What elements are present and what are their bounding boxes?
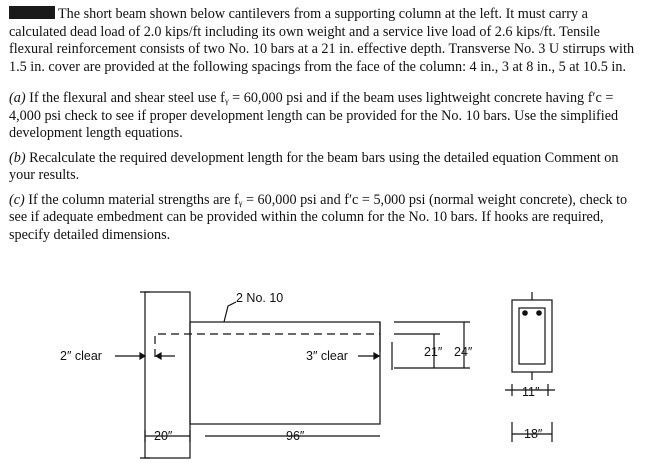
part-a-label: (a) <box>9 90 26 106</box>
part-a <box>9 90 637 143</box>
clear-right-arrow <box>374 353 379 359</box>
clear-left-arrows <box>140 353 161 359</box>
section-width-label: 18″ <box>524 427 543 441</box>
bar-label: 2 No. 10 <box>236 291 284 305</box>
problem-text <box>9 6 637 244</box>
stirrup-outline <box>519 308 545 364</box>
intro-text: The short beam shown below cantilevers from a supporting column at the left. It must carry a calculated dead load of 2.0 kips/ft including its own weight and a service live load of 2.6 kips/ft. Tensile flexural reinforcement consists of two No. 10 bars at a 21 in. effective depth. Transverse No. 3 U stirrups with 1.5 in. cover are provided at the following spacings from the face of the column: 4 in., 3 at 8 in., 5 at 10.5 in. <box>9 6 635 75</box>
problem-intro <box>9 6 637 76</box>
bar-left <box>523 311 527 315</box>
beam-figure <box>0 282 656 470</box>
part-b <box>9 150 637 185</box>
total-depth-label: 24″ <box>454 345 473 359</box>
bar-spacing-label: 11″ <box>522 385 540 399</box>
part-c-text: If the column material strengths are fᵧ = 60,000 psi and f′c = 5,000 psi (normal weight concrete), check to see if adequate embedment can be provided within the column for the No. 10 bars. If hooks are required, specify detailed dimensions. <box>9 191 628 243</box>
section-outline <box>512 300 552 372</box>
effective-depth-label: 21″ <box>424 345 443 359</box>
clear-right-ext <box>380 322 392 370</box>
part-b-label: (b) <box>9 149 26 166</box>
part-a-text: If the flexural and shear steel use fᵧ = 60,000 psi and if the beam uses lightweight concrete having f′c = 4,000 psi check to see if proper development length can be provided for the No. 10 bars. Use the simplified development length equations. <box>9 90 619 141</box>
bar-leader <box>224 302 236 322</box>
part-c-label: (c) <box>9 191 25 208</box>
redacted-problem-number <box>9 6 55 19</box>
part-c <box>9 192 637 245</box>
part-b-text: Recalculate the required development length for the beam bars using the detailed equation Comment on your results. <box>9 149 619 183</box>
beam-outline <box>190 322 380 424</box>
beam-length-label: 96″ <box>286 429 305 443</box>
clear-left-label: 2″ clear <box>60 349 102 363</box>
clear-right-label: 3″ clear <box>306 349 348 363</box>
column-width-label: 20″ <box>154 429 173 443</box>
bar-right <box>537 311 541 315</box>
